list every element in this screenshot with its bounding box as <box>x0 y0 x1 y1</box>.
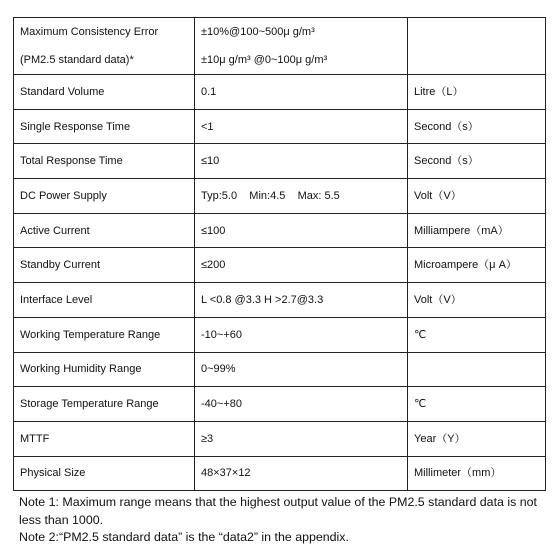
value-cell: -40~+80 <box>195 387 408 422</box>
value-cell: ≥3 <box>195 421 408 456</box>
param-cell <box>14 18 195 75</box>
param-cell: Physical Size <box>14 456 195 491</box>
param-cell: Total Response Time <box>14 144 195 179</box>
table-row <box>14 109 546 144</box>
value-line: ±10μ g/m³ @0~100μ g/m³ <box>201 54 328 66</box>
unit-cell: ℃ <box>408 387 546 422</box>
unit-cell <box>408 352 546 387</box>
table-row <box>14 18 546 75</box>
param-cell: Working Humidity Range <box>14 352 195 387</box>
table-row <box>14 352 546 387</box>
param-cell: Storage Temperature Range <box>14 387 195 422</box>
unit-cell <box>408 18 546 75</box>
table-row <box>14 213 546 248</box>
value-cell: 48×37×12 <box>195 456 408 491</box>
value-cell: <1 <box>195 109 408 144</box>
spec-table-container <box>13 17 545 491</box>
value-cell: Typ:5.0 Min:4.5 Max: 5.5 <box>195 179 408 214</box>
param-cell: Interface Level <box>14 283 195 318</box>
param-line: (PM2.5 standard data)* <box>20 54 134 66</box>
unit-cell: Microampere（μ A） <box>408 248 546 283</box>
param-line: Maximum Consistency Error <box>20 26 159 38</box>
param-cell: Single Response Time <box>14 109 195 144</box>
table-row <box>14 317 546 352</box>
unit-cell: Millimeter（mm） <box>408 456 546 491</box>
param-cell: Standby Current <box>14 248 195 283</box>
param-cell: Working Temperature Range <box>14 317 195 352</box>
unit-cell: Litre（L） <box>408 75 546 110</box>
note-1: Note 1: Maximum range means that the highest output value of the PM2.5 standard data is not less than 1000. <box>19 495 537 527</box>
table-row <box>14 387 546 422</box>
unit-cell: ℃ <box>408 317 546 352</box>
value-cell: 0~99% <box>195 352 408 387</box>
unit-cell: Second（s） <box>408 109 546 144</box>
value-line: ±10%@100~500μ g/m³ <box>201 26 315 38</box>
param-cell: Active Current <box>14 213 195 248</box>
table-row <box>14 179 546 214</box>
value-cell: L <0.8 @3.3 H >2.7@3.3 <box>195 283 408 318</box>
spec-table <box>13 17 546 491</box>
value-cell: ≤200 <box>195 248 408 283</box>
note-2: Note 2:“PM2.5 standard data” is the “data2” in the appendix. <box>19 530 349 544</box>
unit-cell: Milliampere（mA） <box>408 213 546 248</box>
value-cell <box>195 18 408 75</box>
table-row <box>14 248 546 283</box>
unit-cell: Year（Y） <box>408 421 546 456</box>
value-cell: -10~+60 <box>195 317 408 352</box>
table-row <box>14 283 546 318</box>
value-cell: ≤100 <box>195 213 408 248</box>
notes-section <box>19 494 539 547</box>
param-cell: MTTF <box>14 421 195 456</box>
table-row <box>14 421 546 456</box>
unit-cell: Volt（V） <box>408 179 546 214</box>
unit-cell: Volt（V） <box>408 283 546 318</box>
value-cell: 0.1 <box>195 75 408 110</box>
value-cell: ≤10 <box>195 144 408 179</box>
param-cell: DC Power Supply <box>14 179 195 214</box>
param-cell: Standard Volume <box>14 75 195 110</box>
table-row <box>14 144 546 179</box>
table-row <box>14 75 546 110</box>
unit-cell: Second（s） <box>408 144 546 179</box>
table-row <box>14 456 546 491</box>
